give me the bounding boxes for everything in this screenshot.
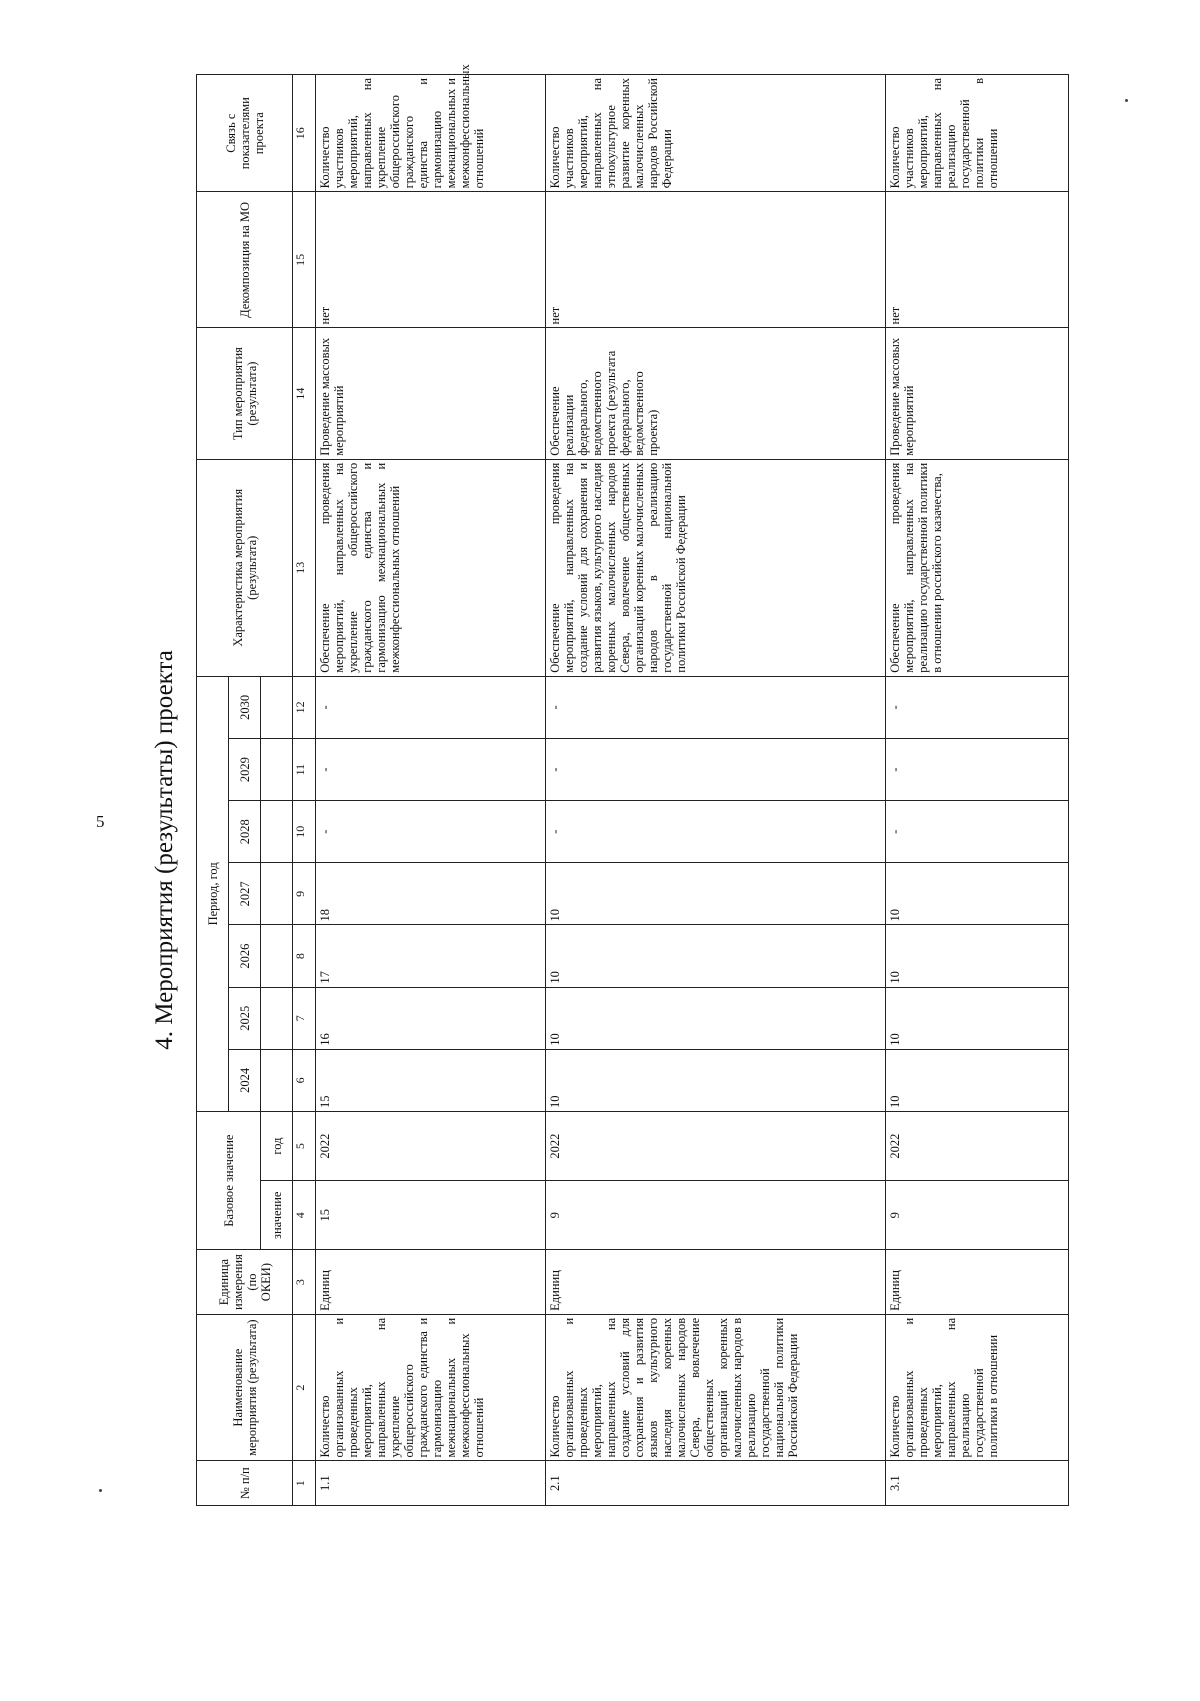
- column-number: 11: [293, 739, 316, 801]
- row-year-value: -: [316, 739, 546, 801]
- column-number: 1: [293, 1461, 316, 1506]
- header-period: Период, год: [197, 676, 229, 1111]
- column-number: 14: [293, 328, 316, 459]
- column-number: 9: [293, 863, 316, 925]
- row-year-value: 10: [886, 987, 1069, 1049]
- row-year-value: 10: [886, 863, 1069, 925]
- row-num: 2.1: [546, 1461, 886, 1506]
- column-number: 10: [293, 801, 316, 863]
- header-year: 2024: [229, 1049, 261, 1111]
- row-base-year: 2022: [886, 1111, 1069, 1180]
- row-link: Количество участников мероприятий, направленных на реализацию государственной политики в отношении: [886, 75, 1069, 192]
- header-base-value: значение: [261, 1181, 293, 1250]
- header-year-empty: [261, 676, 293, 738]
- row-year-value: 18: [316, 863, 546, 925]
- row-year-value: -: [886, 801, 1069, 863]
- header-characteristic: Характеристика мероприятия (результата): [197, 459, 293, 676]
- row-year-value: -: [886, 676, 1069, 738]
- events-table: [196, 64, 1069, 1506]
- header-year-empty: [261, 987, 293, 1049]
- header-type: Тип мероприятия (результата): [197, 328, 293, 459]
- page-number: 5: [96, 812, 105, 831]
- row-type: Обеспечение реализации федерального, ведомственного проекта (результата федерального, ведомственного проекта): [546, 328, 886, 459]
- row-year-value: 17: [316, 925, 546, 987]
- header-decomposition: Декомпозиция на МО: [197, 192, 293, 328]
- column-number: 8: [293, 925, 316, 987]
- column-number: 5: [293, 1111, 316, 1180]
- column-number: 2: [293, 1314, 316, 1461]
- row-type: Проведение массовых мероприятий: [316, 328, 546, 459]
- header-year: 2030: [229, 676, 261, 738]
- row-type: Проведение массовых мероприятий: [886, 328, 1069, 459]
- column-number: 6: [293, 1049, 316, 1111]
- row-year-value: 10: [546, 925, 886, 987]
- header-row-1: [197, 75, 229, 1506]
- row-year-value: -: [546, 801, 886, 863]
- row-year-value: 10: [546, 987, 886, 1049]
- row-year-value: 15: [316, 1049, 546, 1111]
- row-num: 1.1: [316, 1461, 546, 1506]
- header-name: Наименование мероприятия (результата): [197, 1314, 293, 1461]
- row-num: 3.1: [886, 1461, 1069, 1506]
- header-base-year: год: [261, 1111, 293, 1180]
- row-year-value: 10: [886, 925, 1069, 987]
- row-base-value: 9: [886, 1181, 1069, 1250]
- row-decomposition: нет: [546, 192, 886, 328]
- header-year: 2026: [229, 925, 261, 987]
- scan-speck: [1125, 99, 1128, 102]
- header-year: 2029: [229, 739, 261, 801]
- row-base-year: 2022: [316, 1111, 546, 1180]
- table-row: [886, 75, 1069, 1506]
- row-unit: Единиц: [546, 1250, 886, 1315]
- rotated-table-container: [196, 64, 1069, 1506]
- scan-speck: [99, 1489, 102, 1492]
- column-number: 7: [293, 987, 316, 1049]
- header-base: Базовое значение: [197, 1111, 261, 1249]
- row-link: Количество участников мероприятий, направленных на укрепление общероссийского гражданского единства и гармонизацию межнациональных и межконфессиональных отношений: [316, 75, 546, 192]
- header-year-empty: [261, 925, 293, 987]
- row-year-value: -: [316, 801, 546, 863]
- row-name: Количество организованных и проведенных мероприятий, направленных на создание условий для сохранения и развития языков культурного наследия коренных малочисленных народов Севера, вовлечение общественных организаций коренных малочисленных народов в реализацию государственной национальной политики Российской Федерации: [546, 1314, 886, 1461]
- row-decomposition: нет: [886, 192, 1069, 328]
- column-number: 4: [293, 1181, 316, 1250]
- row-year-value: 10: [886, 1049, 1069, 1111]
- header-num: № п/п: [197, 1461, 293, 1506]
- header-unit: Единица измерения (по ОКЕИ): [197, 1250, 293, 1315]
- row-characteristic: Обеспечение проведения мероприятий, направленных на укрепление общероссийского гражданского единства и гармонизацию межнациональных и межконфессиональных отношений: [316, 459, 546, 676]
- row-decomposition: нет: [316, 192, 546, 328]
- row-base-value: 9: [546, 1181, 886, 1250]
- header-year-empty: [261, 801, 293, 863]
- row-name: Количество организованных и проведенных мероприятий, направленных на укрепление общероссийского гражданского единства и гармонизацию межнациональных и межконфессиональных отношений: [316, 1314, 546, 1461]
- row-year-value: -: [546, 739, 886, 801]
- table-row: [316, 75, 546, 1506]
- header-year: 2028: [229, 801, 261, 863]
- row-year-value: -: [316, 676, 546, 738]
- column-number: 16: [293, 75, 316, 192]
- section-heading: 4. Мероприятия (результаты) проекта: [151, 650, 178, 1050]
- row-base-year: 2022: [546, 1111, 886, 1180]
- row-year-value: -: [546, 676, 886, 738]
- row-base-value: 15: [316, 1181, 546, 1250]
- row-name: Количество организованных и проведенных мероприятий, направленных на реализацию государственной политики в отношении: [886, 1314, 1069, 1461]
- header-year-empty: [261, 1049, 293, 1111]
- row-link: Количество участников мероприятий, направленных на этнокультурное развитие коренных малочисленных народов Российской Федерации: [546, 75, 886, 192]
- row-characteristic: Обеспечение проведения мероприятий, направленных на реализацию государственной политики в отношении российского казачества,: [886, 459, 1069, 676]
- row-characteristic: Обеспечение проведения мероприятий, направленных на создание условий для сохранения и развития языков, культурного наследия коренных малочисленных народов Севера, вовлечение общественных организаций коренных малочисленных народов в реализацию государственной национальной политики Российской Федерации: [546, 459, 886, 676]
- header-link: Связь с показателями проекта: [197, 75, 293, 192]
- row-year-value: 16: [316, 987, 546, 1049]
- row-unit: Единиц: [316, 1250, 546, 1315]
- header-year-empty: [261, 739, 293, 801]
- column-number-row: [293, 75, 316, 1506]
- table-row: [546, 75, 886, 1506]
- column-number: 13: [293, 459, 316, 676]
- header-year-empty: [261, 863, 293, 925]
- column-number: 12: [293, 676, 316, 738]
- row-year-value: 10: [546, 1049, 886, 1111]
- row-year-value: -: [886, 739, 1069, 801]
- row-unit: Единиц: [886, 1250, 1069, 1315]
- header-year: 2027: [229, 863, 261, 925]
- column-number: 15: [293, 192, 316, 328]
- row-year-value: 10: [546, 863, 886, 925]
- column-number: 3: [293, 1250, 316, 1315]
- header-year: 2025: [229, 987, 261, 1049]
